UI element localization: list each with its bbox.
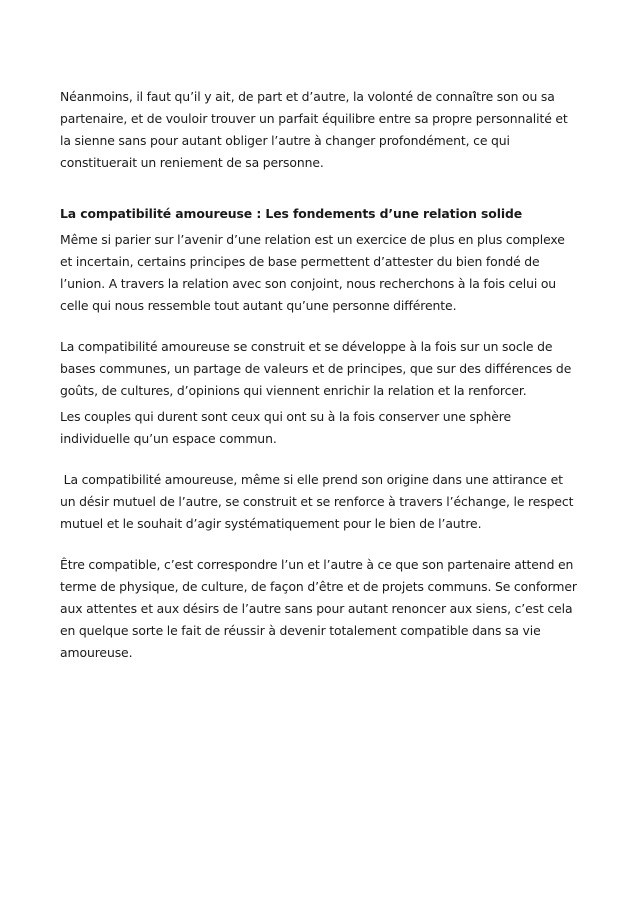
- section-heading: La compatibilité amoureuse : Les fondements d’une relation solide: [60, 206, 523, 221]
- paragraph-intro: Néanmoins, il faut qu’il y ait, de part et d’autre, la volonté de connaître son ou sa partenaire, et de vouloir trouver un parfait équilibre entre sa propre personnalité et la sienne sans pour autant obliger l’autre à changer profondément, ce qui constituerait un reniement de sa personne.: [60, 89, 568, 170]
- paragraph-couples: Les couples qui durent sont ceux qui ont su à la fois conserver une sphère individuelle qu’un espace commun.: [60, 409, 512, 446]
- paragraph-etre-compatible: Être compatible, c’est correspondre l’un et l’autre à ce que son partenaire attend en terme de physique, de culture, de façon d’être et de projets communs. Se conformer aux attentes et aux désirs de l’autre sans pour autant renoncer aux siens, c’est cela en quelque sorte le fait de réussir à devenir totalement compatible dans sa vie amoureuse.: [60, 557, 577, 660]
- paragraph-socle: La compatibilité amoureuse se construit et se développe à la fois sur un socle de bases communes, un partage de valeurs et de principes, que sur des différences de goûts, de cultures, d’opinions qui viennent enrichir la relation et la renforcer.: [60, 339, 572, 398]
- paragraph-attirance: La compatibilité amoureuse, même si elle prend son origine dans une attirance et un désir mutuel de l’autre, se construit et se renforce à travers l’échange, le respect mutuel et le souhait d’agir systématiquement pour le bien de l’autre.: [60, 472, 577, 531]
- paragraph-avenir: Même si parier sur l’avenir d’une relation est un exercice de plus en plus complexe et incertain, certains principes de base permettent d’attester du bien fondé de l’union. A travers la relation avec son conjoint, nous recherchons à la fois celui ou celle qui nous ressemble tout autant qu’une personne différente.: [60, 232, 565, 313]
- document-page: [60, 86, 580, 664]
